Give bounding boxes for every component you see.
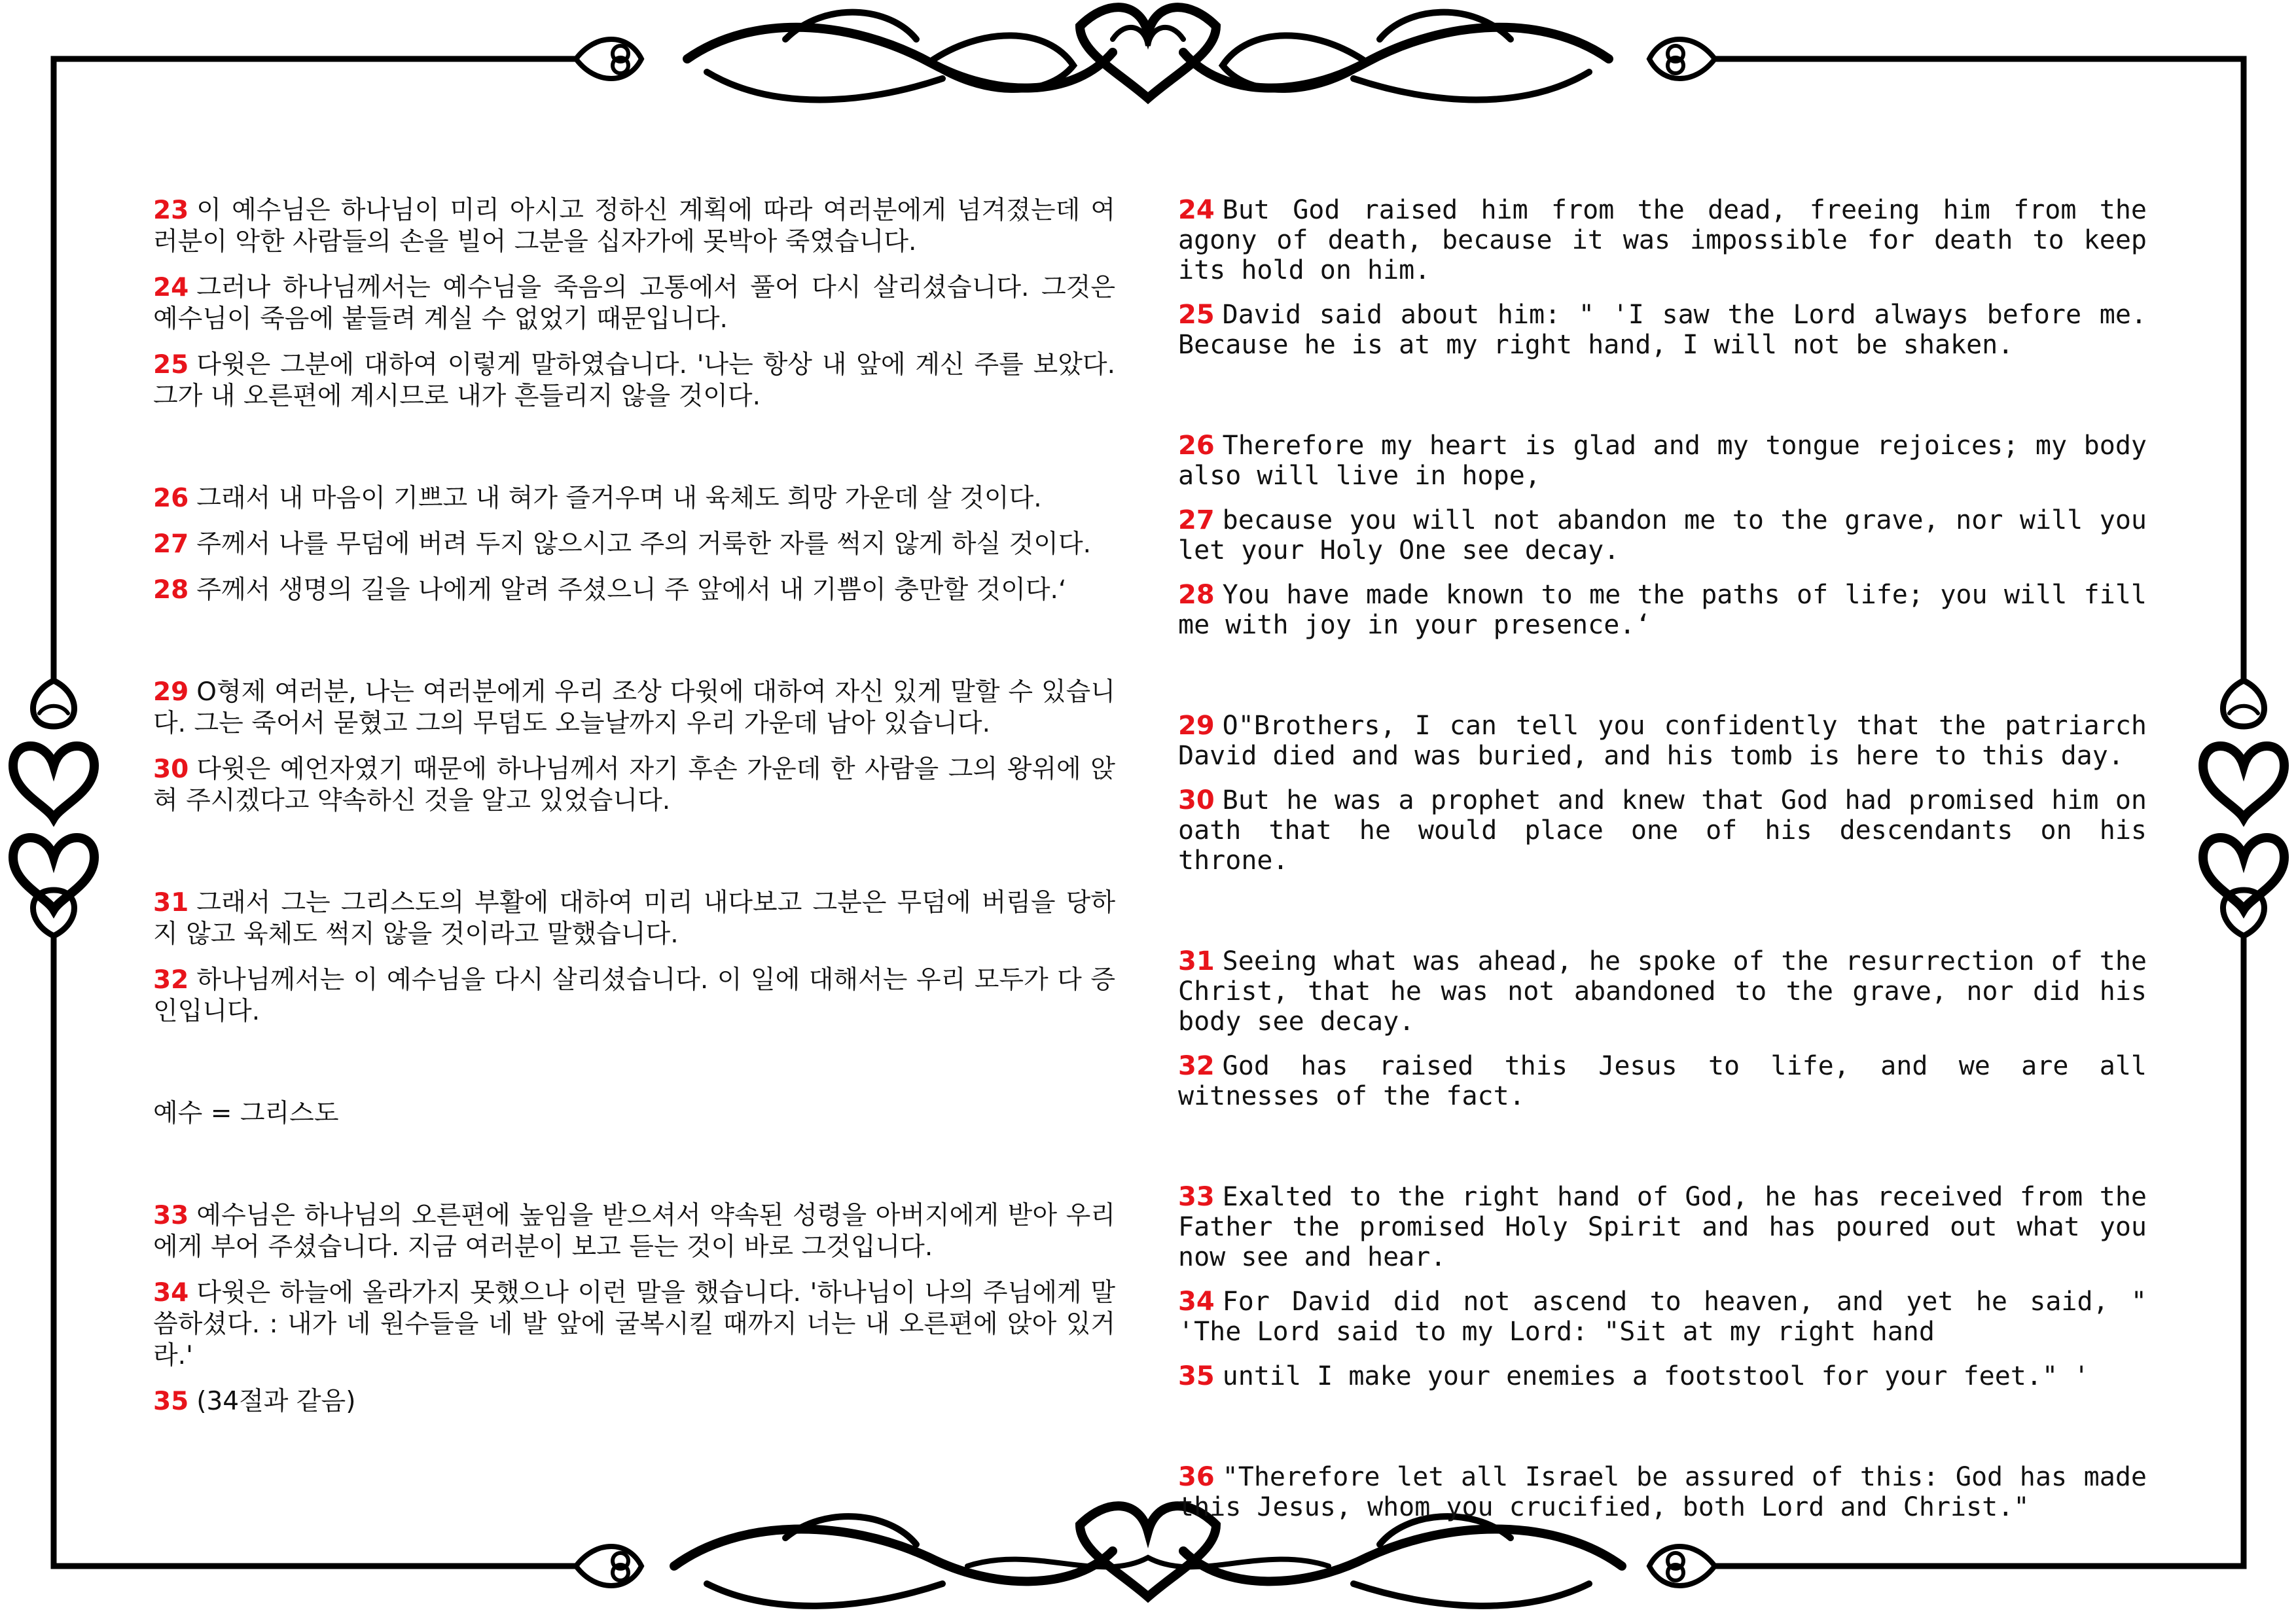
korean-text-column (153, 195, 1115, 1432)
verse-text: 그래서 그는 그리스도의 부활에 대하여 미리 내다보고 그분은 무덤에 버림을 당하지 않고 육체도 썩지 않을 것이라고 말했습니다. (153, 888, 1115, 949)
verse-number: 34 (153, 1278, 189, 1308)
top-scroll-ornament-icon (576, 7, 1715, 99)
verse-number: 35 (1178, 1361, 1215, 1391)
verse-number: 32 (1178, 1051, 1215, 1081)
verse-item (153, 529, 1115, 560)
verse-number: 36 (1178, 1462, 1215, 1492)
verse-number: 30 (1178, 785, 1215, 815)
verse-number: 27 (153, 529, 189, 559)
verse-number: 33 (153, 1201, 189, 1230)
verse-number: 31 (153, 888, 189, 918)
verse-text: Seeing what was ahead, he spoke of the resurrection of the Christ, that he was not abandoned to the grave, nor did his body see decay. (1178, 946, 2147, 1037)
verse-text: until I make your enemies a footstool for your feet." ' (1222, 1361, 2090, 1391)
section-gap (1178, 890, 2147, 946)
verse-item (153, 272, 1115, 335)
verse-item (1178, 1287, 2147, 1347)
verse-text: O형제 여러분, 나는 여러분에게 우리 조상 다윗에 대하여 자신 있게 말할 수 있습니다. 그는 죽어서 묻혔고 그의 무덤도 오늘날까지 우리 가운데 남아 있습니다. (153, 677, 1115, 738)
section-gap (1178, 374, 2147, 431)
verse-number: 27 (1178, 505, 1215, 535)
verse-item (153, 349, 1115, 412)
verse-item (1178, 711, 2147, 771)
section-gap (1178, 1406, 2147, 1462)
verse-text: But God raised him from the dead, freeing him from the agony of death, because it was impossible for death to keep its hold on him. (1178, 195, 2147, 285)
verse-number: 26 (153, 484, 189, 513)
verse-text: 주께서 생명의 길을 나에게 알려 주셨으니 주 앞에서 내 기쁨이 충만할 것이다.‘ (196, 575, 1067, 605)
verse-item (1178, 1051, 2147, 1111)
verse-number: 25 (153, 350, 189, 380)
verse-number: 32 (153, 965, 189, 995)
verse-item (1178, 785, 2147, 876)
verse-text: You have made known to me the paths of life; you will fill me with joy in your presence.‘ (1178, 580, 2147, 640)
verse-text: (34절과 같음) (196, 1387, 356, 1416)
verse-text: O"Brothers, I can tell you confidently that the patriarch David died and was buried, and his tomb is here to this day. (1178, 711, 2147, 771)
verse-number: 25 (1178, 300, 1215, 330)
verse-item (153, 754, 1115, 817)
section-gap (153, 427, 1115, 483)
verse-item (1178, 505, 2147, 565)
verse-number: 29 (153, 677, 189, 707)
verse-number: 33 (1178, 1182, 1215, 1212)
verse-item (1178, 946, 2147, 1037)
section-gap (1178, 654, 2147, 711)
verse-item (153, 677, 1115, 740)
verse-item (153, 483, 1115, 514)
verse-text: 그래서 내 마음이 기쁘고 내 혀가 즐거우며 내 육체도 희망 가운데 살 것이다. (196, 484, 1042, 513)
verse-text: God has raised this Jesus to life, and we are all witnesses of the fact. (1178, 1051, 2147, 1111)
verse-text: 다윗은 예언자였기 때문에 하나님께서 자기 후손 가운데 한 사람을 그의 왕위에 앉혀 주시겠다고 약속하신 것을 알고 있었습니다. (153, 755, 1115, 815)
verse-text: For David did not ascend to heaven, and yet he said, " 'The Lord said to my Lord: "Sit at my right hand (1178, 1287, 2147, 1347)
english-text-column (1178, 195, 2147, 1537)
right-heart-flourish-icon (2203, 681, 2284, 936)
verse-text: "Therefore let all Israel be assured of this: God has made this Jesus, whom you crucified, both Lord and Christ." (1178, 1462, 2147, 1522)
verse-text: 다윗은 하늘에 올라가지 못했으나 이런 말을 했습니다. '하나님이 나의 주님에게 말씀하셨다. : 내가 네 원수들을 네 발 앞에 굴복시킬 때까지 너는 내 오른편에 앉아 있거라.' (153, 1278, 1115, 1370)
verse-number: 29 (1178, 711, 1215, 741)
verse-item (153, 1277, 1115, 1372)
verse-number: 28 (1178, 580, 1215, 610)
verse-item (153, 195, 1115, 258)
verse-item (1178, 1462, 2147, 1522)
verse-item (153, 1386, 1115, 1418)
verse-text: 예수님은 하나님의 오른편에 높임을 받으셔서 약속된 성령을 아버지에게 받아 우리에게 부어 주셨습니다. 지금 여러분이 보고 듣는 것이 바로 그것입니다. (153, 1201, 1115, 1262)
verse-number: 24 (1178, 195, 1215, 225)
verse-text: But he was a prophet and knew that God had promised him on oath that he would place one of his descendants on his throne. (1178, 785, 2147, 876)
verse-item (1178, 195, 2147, 285)
section-gap (153, 1144, 1115, 1200)
verse-text: 주께서 나를 무덤에 버려 두지 않으시고 주의 거룩한 자를 썩지 않게 하실 것이다. (196, 529, 1092, 559)
jesus-christ-note: 예수 = 그리스도 (153, 1099, 339, 1128)
verse-text: David said about him: " 'I saw the Lord always before me. Because he is at my right hand, I will not be shaken. (1178, 300, 2147, 360)
verse-number: 31 (1178, 946, 1215, 976)
section-gap (153, 831, 1115, 887)
verse-item (1178, 300, 2147, 360)
section-gap (153, 620, 1115, 677)
verse-number: 23 (153, 196, 189, 225)
verse-item (1178, 1361, 2147, 1391)
section-gap (1178, 1126, 2147, 1182)
verse-item (153, 575, 1115, 606)
verse-item (153, 887, 1115, 950)
verse-item (1178, 1182, 2147, 1272)
verse-item (153, 965, 1115, 1027)
verse-item (153, 1200, 1115, 1263)
verse-text: 다윗은 그분에 대하여 이렇게 말하였습니다. '나는 항상 내 앞에 계신 주를 보았다. 그가 내 오른편에 계시므로 내가 흔들리지 않을 것이다. (153, 350, 1115, 411)
verse-text: Therefore my heart is glad and my tongue rejoices; my body also will live in hope, (1178, 431, 2147, 491)
verse-text: because you will not abandon me to the grave, nor will you let your Holy One see decay. (1178, 505, 2147, 565)
verse-number: 28 (153, 575, 189, 605)
verse-number: 24 (153, 273, 189, 302)
verse-text: 그러나 하나님께서는 예수님을 죽음의 고통에서 풀어 다시 살리셨습니다. 그것은 예수님이 죽음에 붙들려 계실 수 없었기 때문입니다. (153, 273, 1115, 334)
verse-item (1178, 580, 2147, 640)
verse-number: 35 (153, 1387, 189, 1416)
left-heart-flourish-icon (13, 681, 94, 936)
section-gap (153, 1042, 1115, 1098)
verse-text: Exalted to the right hand of God, he has received from the Father the promised Holy Spirit and has poured out what you now see and hear. (1178, 1182, 2147, 1272)
verse-number: 30 (153, 755, 189, 784)
verse-item (1178, 431, 2147, 491)
verse-text: 하나님께서는 이 예수님을 다시 살리셨습니다. 이 일에 대해서는 우리 모두가 다 증인입니다. (153, 965, 1115, 1026)
verse-text: 이 예수님은 하나님이 미리 아시고 정하신 계획에 따라 여러분에게 넘겨졌는데 여러분이 악한 사람들의 손을 빌어 그분을 십자가에 못박아 죽였습니다. (153, 196, 1115, 257)
verse-number: 26 (1178, 431, 1215, 461)
verse-number: 34 (1178, 1287, 1215, 1317)
